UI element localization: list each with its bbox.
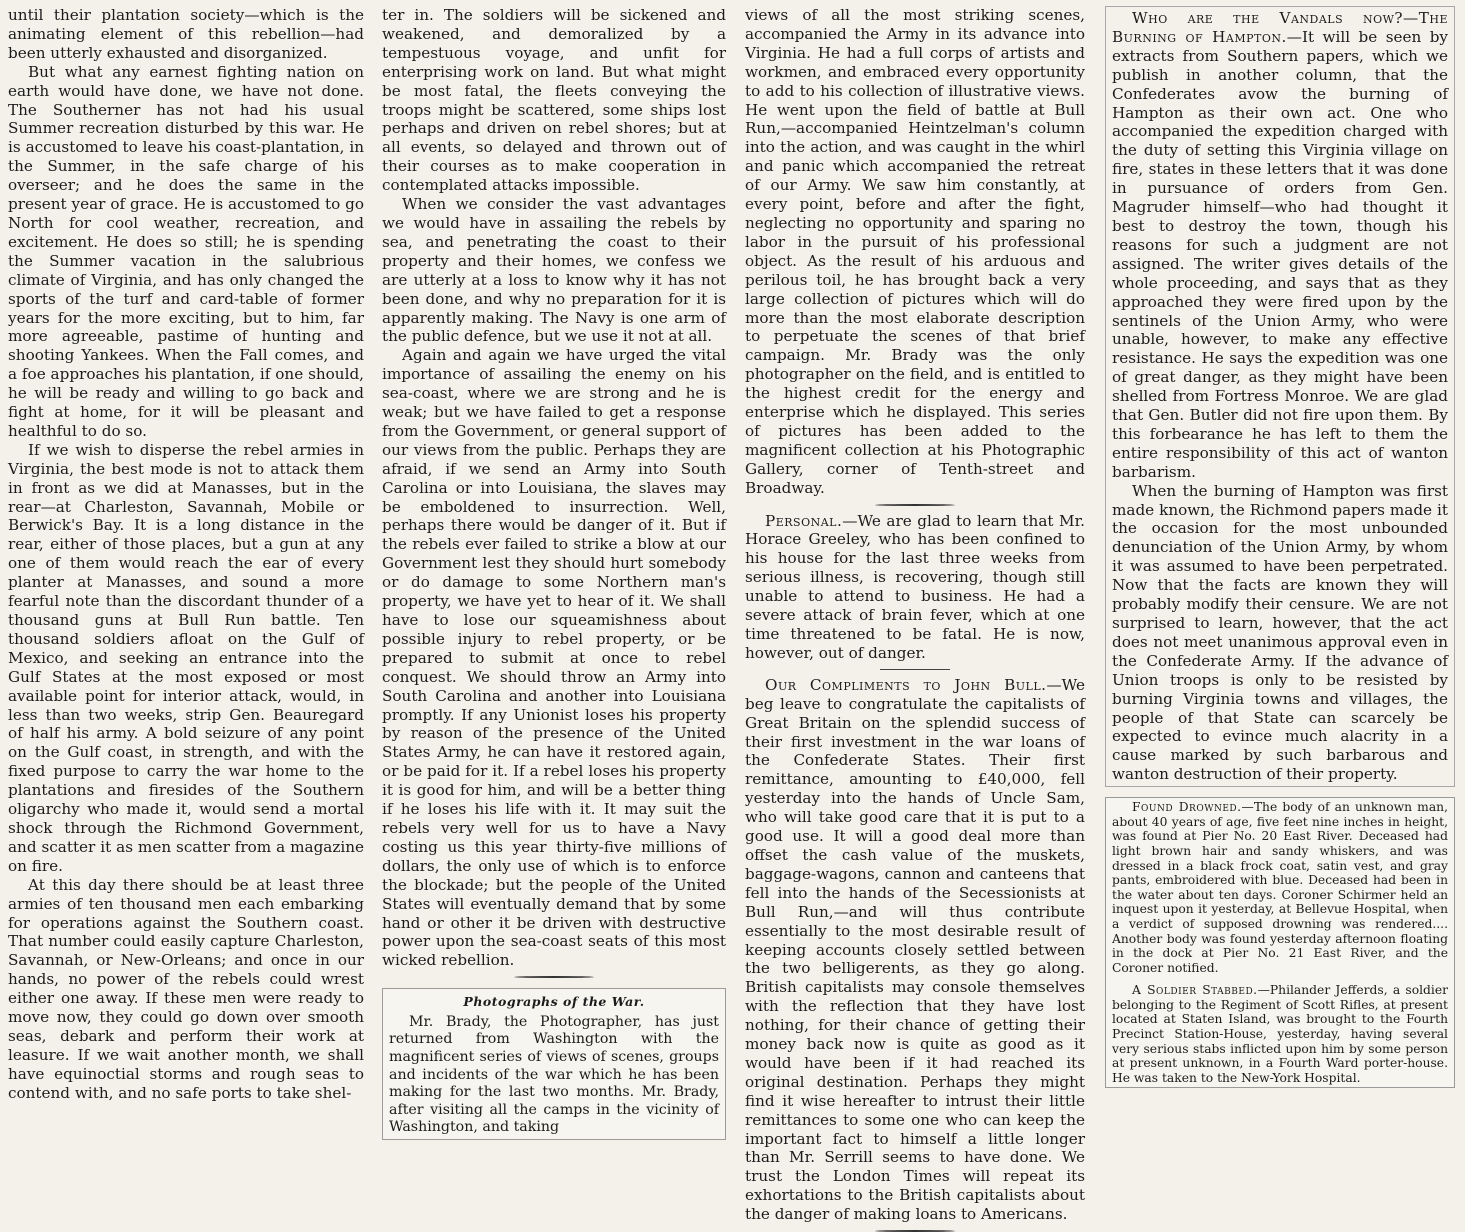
paragraph: When we consider the vast advantages we would have in assailing the rebels by sea, and penetrating the coast to their property and their homes, we confess we are utterly at a loss to know why it has not been done, and why no preparation for it is apparently making. The Navy is one arm of the public defence, but we use it not at all. bbox=[382, 195, 726, 346]
paragraph: ter in. The soldiers will be sickened and weakened, and demoralized by a tempestuous voyage, and unfit for enterprising work on land. But what might be most fatal, the fleets conveying the troops might be scattered, some ships lost perhaps and driven on rebel shores; but at all events, so delayed and thrown out of their courses as to make cooperation in contemplated attacks impossible. bbox=[382, 6, 726, 195]
divider-rule bbox=[880, 669, 950, 670]
article-text: —It will be seen by extracts from Southern papers, which we publish in another column, that the Confederates avow the burning of Hampton as their own act. One who accompanied the expedition charged with the duty of setting this Virginia village on fire, states in these letters that it was done in pursuance of orders from Gen. Magruder himself—who had thought it best to destroy the town, though his reasons for such a judgment are not assigned. The writer gives details of the whole proceeding, and says that as they approached they were fired upon by the sentinels of the Union Army, who were unable, however, to make any effective resistance. He says the expedition was one of great danger, as they might have been shelled from Fortress Monroe. We are glad that Gen. Butler did not fire upon them. By this forbearance he has left to them the entire responsibility of this act of wanton barbarism. bbox=[1112, 27, 1448, 481]
article-text: —We beg leave to congratulate the capitalists of Great Britain on the splendid success of their first investment in the war loans of the Confederate States. Their first remittance, amounting to £40,000, fell yesterday into the hands of Uncle Sam, who will take good care that it is put to a good use. It will a good deal more than offset the cash value of the muskets, baggage-wagons, cannon and canteens that fell into the hands of the Secessionists at Bull Run,—and will thus contribute essentially to the most desirable result of keeping accounts closely settled between the two belligerents, as they go along. British capitalists may console themselves with the reflection that they have lost nothing, for their chance of getting their money back now is quite as good as it would have been if it had reached its original destination. Perhaps they might find it wise hereafter to intrust their little remittances to some one who can keep the important fact to himself a little longer than Mr. Serrill seems to have done. We trust the London Times will repeat its exhortations to the British capitalists about the danger of making loans to Americans. bbox=[745, 675, 1085, 1224]
article-lead: Found Drowned. bbox=[1132, 800, 1242, 815]
column-2 bbox=[382, 6, 726, 1136]
paragraph: until their plantation society—which is the animating element of this rebellion—had been utterly exhausted and disorganized. bbox=[8, 6, 364, 62]
divider-rule bbox=[514, 976, 594, 978]
paragraph: If we wish to disperse the rebel armies in Virginia, the best mode is not to attack them in front as we did at Manasses, but in the rear—at Charleston, Savannah, Mobile or Berwick's Bay. It is a long distance in the rear, either of those places, but a gun at any one of them would reach the ear of every planter at Manasses, and sound a more fearful note than the discordant thunder of a thousand guns at Bull Run battle. Ten thousand soldiers afloat on the Gulf of Mexico, and seeking an entrance into the Gulf States at the most exposed or most available point for interior attack, would, in less than two weeks, strip Gen. Beauregard of half his army. A bold seizure of any point on the Gulf coast, in strength, and with the fixed purpose to carry the war home to the plantations and firesides of the Southern oligarchy who made it, would send a mortal shock through the Richmond Government, and scatter it as men scatter from a magazine on fire. bbox=[8, 440, 364, 875]
vandals-article bbox=[1105, 6, 1455, 787]
article-lead: Personal. bbox=[765, 511, 843, 530]
paragraph: views of all the most striking scenes, accompanied the Army in its advance into Virginia. He had a full corps of artists and workmen, and embraced every opportunity to add to his collection of illustrative views. He went upon the field of battle at Bull Run,—accompanied Heintzelman's column into the action, and was caught in the whirl and panic which accompanied the retreat of our Army. We saw him constantly, at every point, before and after the fight, neglecting no opportunity and sparing no labor in the pursuit of his professional object. As the result of his arduous and perilous toil, he has brought back a very large collection of pictures which will do more than the most elaborate description to perpetuate the scenes of that brief campaign. Mr. Brady was the only photographer on the field, and is entitled to the highest credit for the energy and enterprise which he displayed. This series of pictures has been added to the magnificent collection at his Photographic Gallery, corner of Tenth-street and Broadway. bbox=[745, 6, 1085, 497]
column-3 bbox=[745, 6, 1085, 1224]
paragraph: Again and again we have urged the vital importance of assailing the enemy on his sea-coast, where we are strong and he is weak; but we have failed to get a response from the Government, or general support of our views from the public. Perhaps they are afraid, if we send an Army into South Carolina or into Louisiana, the slaves may be emboldened to insurrection. Well, perhaps there would be danger of it. But if the rebels ever failed to strike a blow at our Government lest they should hurt somebody or do damage to some Northern man's property, we have yet to hear of it. We shall have to lose our squeamishness about possible injury to rebel property, or be prepared to submit at once to rebel conquest. We should throw an Army into South Carolina and another into Louisiana promptly. If any Unionist loses his property by reason of the presence of the United States Army, he can have it restored again, or be paid for it. If a rebel loses his property it is good for him, and will be a better thing if he loses his life with it. It may suit the rebels very well for us to have a Navy costing us this year thirty-five millions of dollars, the only use of which is to enforce the blockade; but the people of the United States will eventually demand that by some hand or other it be driven with destructive power upon the sea-coast seats of this most wicked rebellion. bbox=[382, 346, 726, 970]
column-1 bbox=[8, 6, 364, 1102]
article-lead: Our Compliments to John Bull. bbox=[765, 675, 1047, 694]
soldier-stabbed-article bbox=[1112, 983, 1448, 1085]
article-heading: Photographs of the War. bbox=[463, 994, 645, 1010]
paragraph: At this day there should be at least three armies of ten thousand men each embarking for operations against the Southern coast. That number could easily capture Charleston, Savannah, or New-Orleans; and once in our hands, no power of the rebels could wrest either one away. If these men were ready to move now, they could go down over smooth seas, debark and perform their work at leasure. If we wait another month, we shall have equinoctial storms and rough seas to contend with, and no safe ports to take shel- bbox=[8, 875, 364, 1102]
john-bull-article bbox=[745, 676, 1085, 1224]
local-news-box bbox=[1105, 797, 1455, 1088]
photographs-of-the-war-article bbox=[382, 988, 726, 1140]
article-text: —We are glad to learn that Mr. Horace Greeley, who has been confined to his house for the last three weeks from serious illness, is recovering, though still unable to attend to business. He had a severe attack of brain fever, which at one time threatened to be fatal. He is now, however, out of danger. bbox=[745, 511, 1085, 662]
article-lead: Who are the Vandals now?—The Burning of Hampton. bbox=[1112, 9, 1448, 46]
divider-rule bbox=[875, 504, 955, 506]
paragraph bbox=[1112, 9, 1448, 482]
column-4 bbox=[1105, 6, 1455, 1085]
found-drowned-article bbox=[1112, 800, 1448, 975]
personal-article bbox=[745, 512, 1085, 663]
paragraph: When the burning of Hampton was first made known, the Richmond papers made it the occasion for the most unbounded denunciation of the Union Army, by whom it was assumed to have been perpetrated. Now that the facts are known they will probably modify their censure. We are not surprised to learn, however, that the act does not meet unanimous approval even in the Confederate Army. If the advance of Union troops is only to be resisted by burning Virginia towns and villages, the people of that State can scarcely be expected to evince much alacrity in a cause marked by such barbarous and wanton destruction of their property. bbox=[1112, 481, 1448, 784]
article-lead: A Soldier Stabbed. bbox=[1132, 983, 1258, 998]
article-text: —Philander Jefferds, a soldier belonging to the Regiment of Scott Rifles, at present located at Staten Island, was brought to the Fourth Precinct Station-House, yesterday, having several very serious stabs inflicted upon him by some person at present unknown, in a Fourth Ward porter-house. He was taken to the New-York Hospital. bbox=[1112, 983, 1448, 1085]
paragraph: Mr. Brady, the Photographer, has just returned from Washington with the magnificent series of views of scenes, groups and incidents of the war which he has been making for the last two months. Mr. Brady, after visiting all the camps in the vicinity of Washington, and taking bbox=[389, 1013, 719, 1136]
paragraph: But what any earnest fighting nation on earth would have done, we have not done. The Southerner has not had his usual Summer recreation disturbed by this war. He is accustomed to leave his coast-plantation, in the Summer, in the safe charge of his overseer; and he does the same in the present year of grace. He is accustomed to go North for cool weather, recreation, and excitement. He does so still; he is spending the Summer vacation in the salubrious climate of Virginia, and has only changed the sports of the turf and card-table of former years for the more exciting, but to him, far more agreeable, pastime of hunting and shooting Yankees. When the Fall comes, and a foe approaches his plantation, if one should, he will be ready and willing to go back and fight at home, for it will be pleasant and healthful to do so. bbox=[8, 62, 364, 440]
article-text: —The body of an unknown man, about 40 years of age, five feet nine inches in height, was found at Pier No. 20 East River. Deceased had light brown hair and sandy whiskers, and was dressed in a black frock coat, satin vest, and gray pants, embroidered with blue. Deceased had been in the water about ten days. Coroner Schirmer held an inquest upon it yesterday, at Bellevue Hospital, when a verdict of supposed drowning was rendered.... Another body was found yesterday afternoon floating in the dock at Pier No. 21 East River, and the Coroner notified. bbox=[1112, 800, 1448, 975]
